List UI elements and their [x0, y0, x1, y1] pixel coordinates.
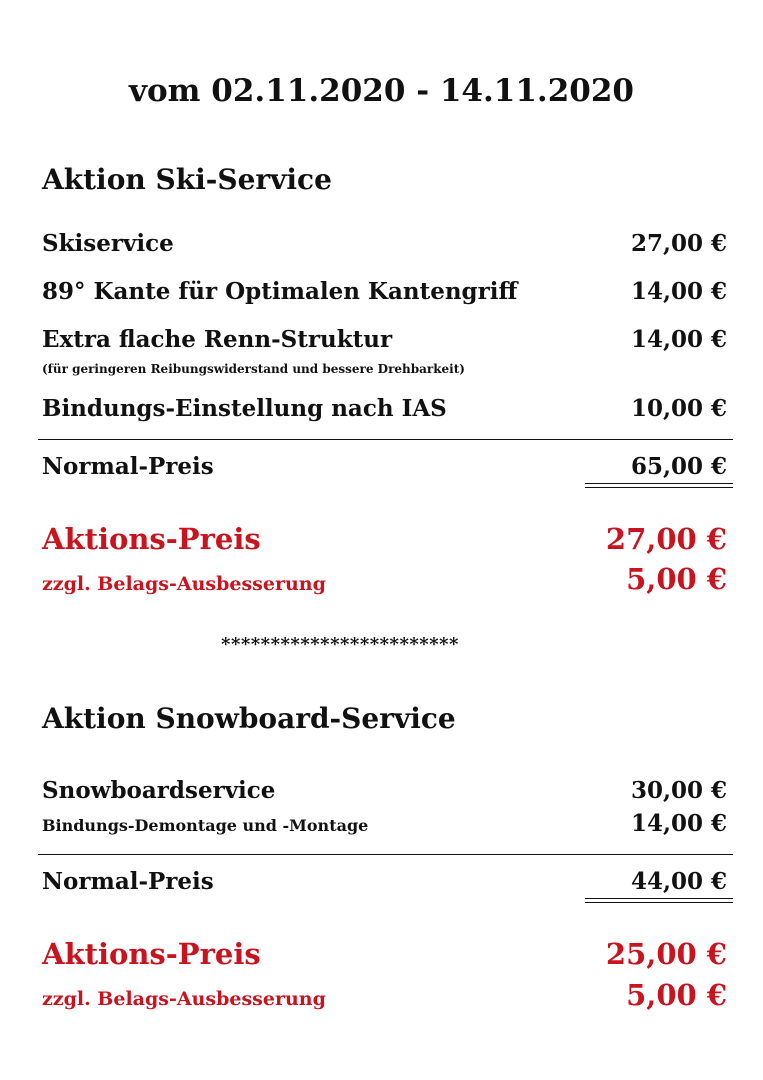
snowboard-item-label: Bindungs-Demontage und -Montage [42, 816, 369, 835]
snowboard-aktion-label: Aktions-Preis [42, 937, 261, 971]
ski-extra-price: 5,00 € [626, 562, 727, 596]
ski-item-note: (für geringeren Reibungswiderstand und bessere Drehbarkeit) [42, 362, 465, 376]
snowboard-aktion-price: 25,00 € [605, 937, 727, 971]
snowboard-item-price: 30,00 € [630, 777, 727, 804]
ski-item-price: 10,00 € [630, 395, 727, 422]
snowboard-extra-label: zzgl. Belags-Ausbesserung [42, 988, 326, 1010]
snowboard-normal-price: 44,00 € [630, 868, 727, 895]
ski-item-price: 27,00 € [630, 230, 727, 257]
ski-item-label: Skiservice [42, 230, 174, 257]
snowboard-item-label: Snowboardservice [42, 777, 276, 804]
ski-item-price: 14,00 € [630, 326, 727, 353]
ski-item-price: 14,00 € [630, 278, 727, 305]
ski-normal-label: Normal-Preis [42, 453, 214, 480]
snowboard-normal-label: Normal-Preis [42, 868, 214, 895]
snowboard-total-double-underline [585, 898, 733, 903]
ski-extra-label: zzgl. Belags-Ausbesserung [42, 573, 326, 595]
ski-item-label: 89° Kante für Optimalen Kantengriff [42, 278, 518, 305]
section-separator: ************************ [221, 634, 459, 655]
ski-divider [38, 439, 733, 440]
snowboard-extra-price: 5,00 € [626, 978, 727, 1012]
ski-section-heading: Aktion Ski-Service [42, 163, 332, 196]
ski-aktion-price: 27,00 € [605, 522, 727, 556]
ski-item-label: Bindungs-Einstellung nach IAS [42, 395, 447, 422]
ski-aktion-label: Aktions-Preis [42, 522, 261, 556]
ski-total-double-underline [585, 483, 733, 488]
snowboard-section-heading: Aktion Snowboard-Service [42, 702, 456, 735]
ski-item-label: Extra flache Renn-Struktur [42, 326, 393, 353]
snowboard-item-price: 14,00 € [630, 810, 727, 837]
ski-normal-price: 65,00 € [630, 453, 727, 480]
snowboard-divider [38, 854, 733, 855]
page-title: vom 02.11.2020 - 14.11.2020 [128, 73, 635, 109]
